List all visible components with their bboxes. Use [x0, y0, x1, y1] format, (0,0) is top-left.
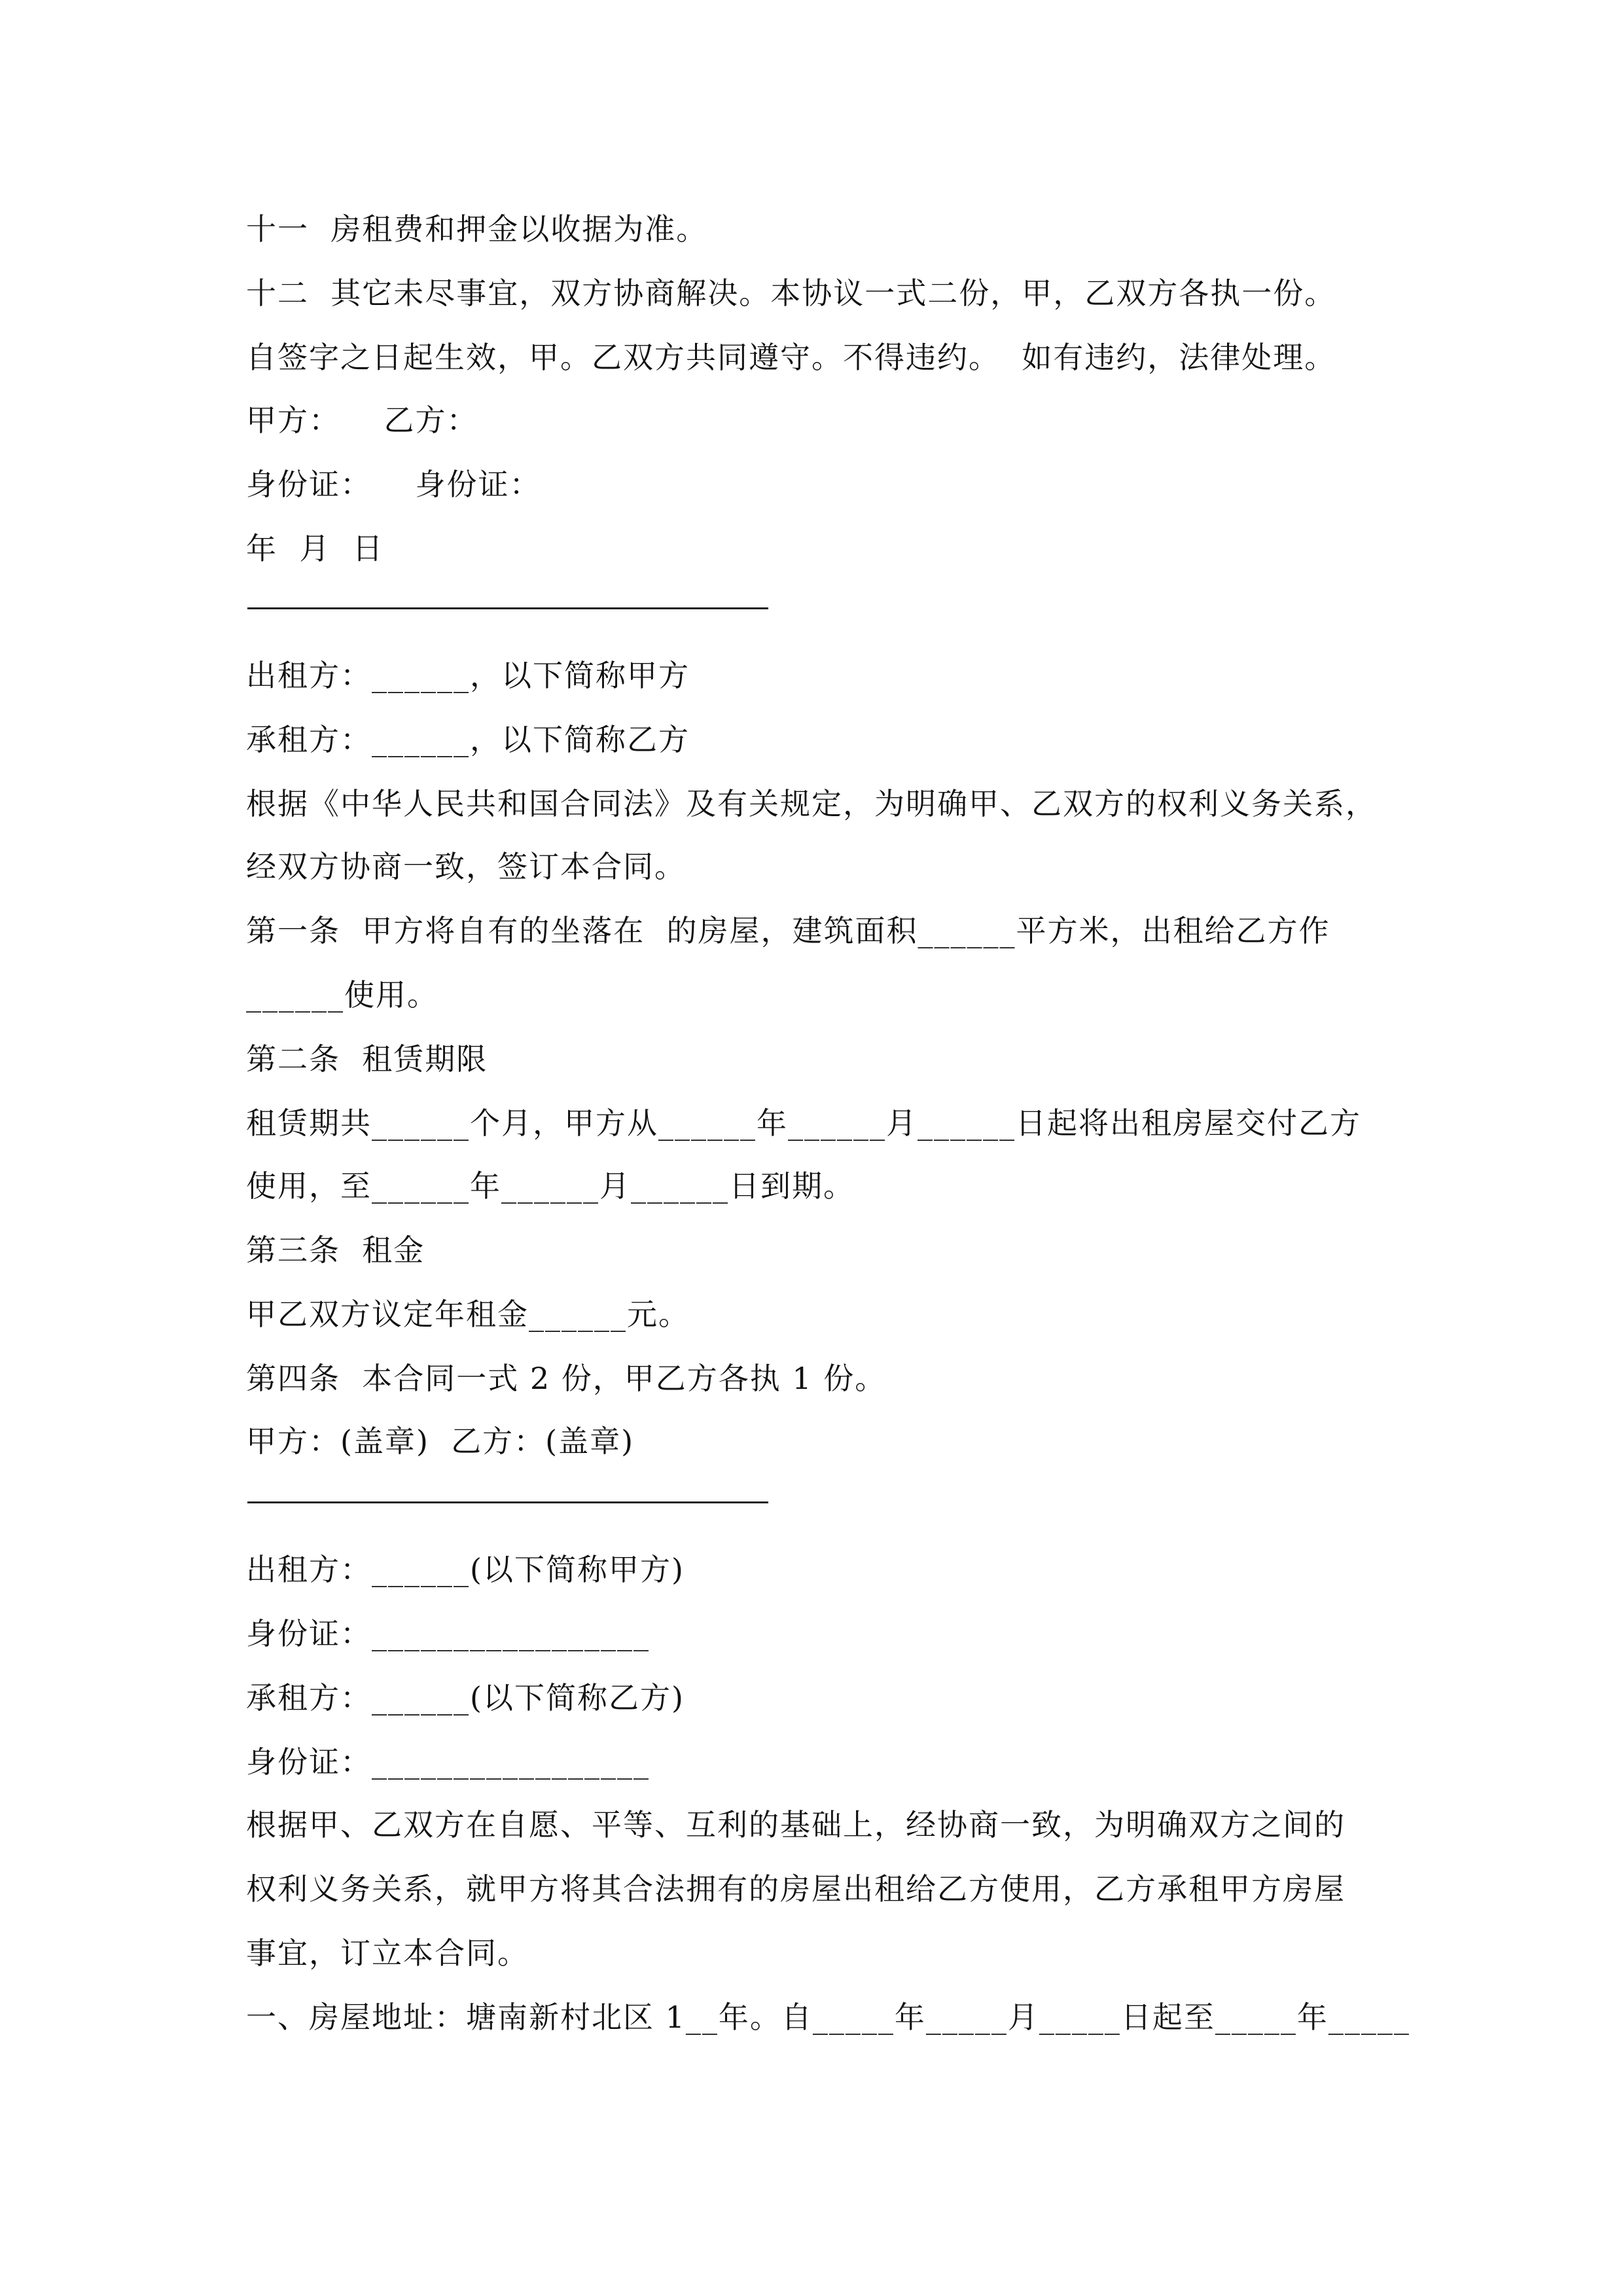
article-1-cont: ______使用。 [246, 977, 438, 1013]
preamble-line-1: 根据《中华人民共和国合同法》及有关规定，为明确甲、乙双方的权利义务关系， [246, 786, 1377, 821]
article-4: 第四条 本合同一式 2 份，甲乙方各执 1 份。 [246, 1361, 887, 1396]
clause-12: 十二 其它未尽事宜，双方协商解决。本协议一式二份，甲，乙双方各执一份。 [246, 276, 1336, 311]
preamble-line-2: 权利义务关系，就甲方将其合法拥有的房屋出租给乙方使用，乙方承租甲方房屋 [246, 1871, 1346, 1907]
clause-11: 十一 房租费和押金以收据为准。 [246, 211, 708, 247]
lessor-line: 出租方：______(以下简称甲方) [246, 1552, 685, 1587]
article-2-heading: 第二条 租赁期限 [246, 1041, 488, 1077]
seal-line: 甲方：(盖章) 乙方：(盖章) [246, 1424, 635, 1459]
signature-id-cards: 身份证： 身份证： [246, 467, 541, 502]
article-3-body: 甲乙双方议定年租金______元。 [246, 1297, 690, 1332]
signature-parties: 甲方： 乙方： [246, 403, 478, 438]
clause-12-cont: 自签字之日起生效，甲。乙双方共同遵守。不得违约。 如有违约，法律处理。 [246, 340, 1336, 375]
lessor-id-line: 身份证：_________________ [246, 1616, 650, 1651]
preamble-line-3: 事宜，订立本合同。 [246, 1935, 529, 1971]
article-3-heading: 第三条 租金 [246, 1232, 425, 1268]
house-address-line: 一、房屋地址：塘南新村北区 1__年。自_____年_____月_____日起至_____年_____ [246, 2000, 1410, 2035]
lessee-line: 承租方：______(以下简称乙方) [246, 1680, 685, 1715]
signature-date: 年 月 日 [246, 531, 384, 566]
preamble-line-1: 根据甲、乙双方在自愿、平等、互利的基础上，经协商一致，为明确双方之间的 [246, 1807, 1346, 1842]
section-divider [247, 607, 768, 609]
article-2-line-2: 使用，至______年______月______日到期。 [246, 1168, 855, 1204]
section-divider [247, 1501, 768, 1503]
lessee-id-line: 身份证：_________________ [246, 1744, 650, 1780]
article-1: 第一条 甲方将自有的坐落在 的房屋，建筑面积______平方米，出租给乙方作 [246, 913, 1330, 948]
lessor-line: 出租方：______，以下简称甲方 [246, 658, 690, 693]
lessee-line: 承租方：______，以下简称乙方 [246, 722, 690, 757]
preamble-line-2: 经双方协商一致，签订本合同。 [246, 849, 686, 884]
article-2-line-1: 租赁期共______个月，甲方从______年______月______日起将出租房屋交付乙方 [246, 1105, 1361, 1141]
